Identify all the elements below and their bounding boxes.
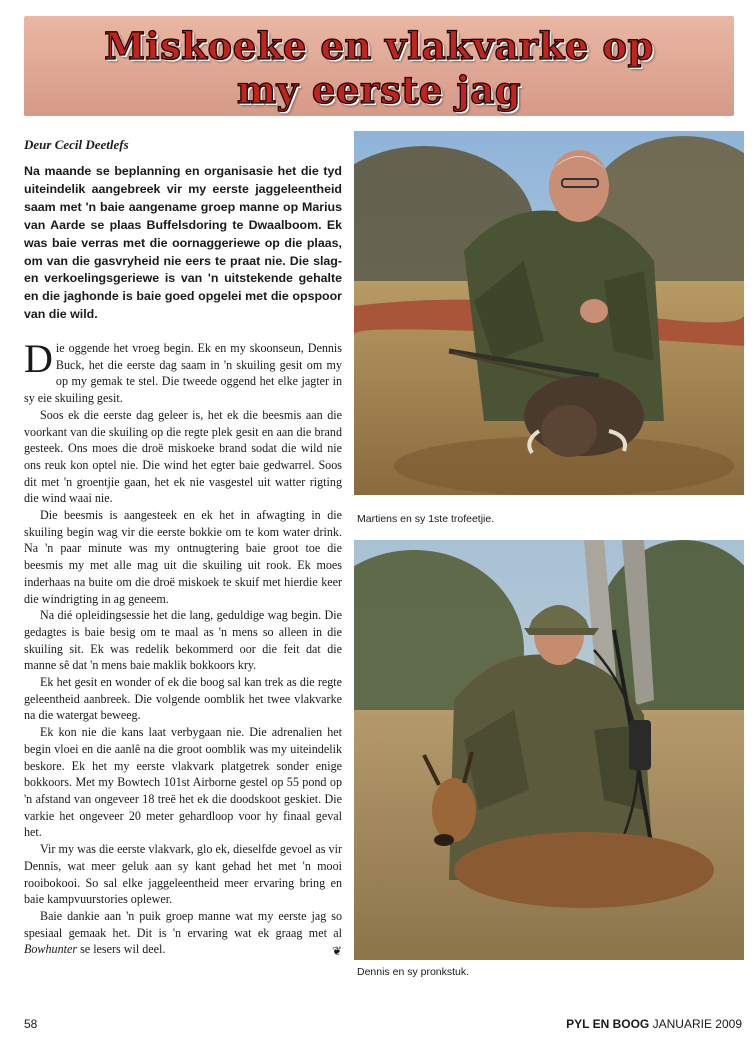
magazine-name: PYL EN BOOG [566, 1017, 650, 1031]
article-body [24, 336, 342, 960]
byline: Deur Cecil Deetlefs [24, 137, 129, 152]
intro-paragraph: Na maande se beplanning en organisasie het die tyd uiteindelik aangebreek vir my eerste jaggeleentheid saam met 'n baie aangename groep manne op Marius van Aarde se plaas Buffelsdoring te Dwaalboom. Ek was baie verras met die oornaggeriewe op die plaas, om van die gasvryheid nie eers te praat nie. Die slag- en verkoelingsgeriewe is van 'n uitstekende gehalte en die jaghonde is baie goed opgelei met die opspoor van die wild. [24, 164, 342, 322]
page-number: 58 [24, 1017, 38, 1031]
article-title-line-2: my eerste jag [236, 68, 522, 112]
first-paragraph-text: ie oggende het vroeg begin. Ek en my skoonseun, Dennis Buck, het die eerste dag saam in 'n skuiling gesit om my op my gemak te stel. Die tweede oggend het elke jagter in sy eie skuiling gesit. [24, 341, 342, 406]
last-paragraph [24, 908, 342, 958]
article-title-line-1: Miskoeke en vlakvarke op [104, 24, 654, 68]
body-paragraph: Na dié opleidingsessie het die lang, geduldige wag begin. Die gedagtes is baie besig om te maal as 'n mens so alleen in die skuiling sit. Ek was redelik bekommerd oor die feit dat die manne sê dat 'n mens baie maklik bokkoors kry. [24, 608, 342, 673]
issue-date: JANUARIE 2009 [652, 1017, 742, 1031]
body-paragraph: Vir my was die eerste vlakvark, glo ek, dieselfde gevoel as vir Dennis, wat meer geluk aan sy kant gehad het met 'n mooi rooibokooi. So sal elke jaggeleentheid meer ervaring bring en baie kampvuurstories oplewer. [24, 842, 342, 907]
title-banner [24, 16, 734, 116]
drop-cap: D [24, 336, 53, 381]
last-paragraph-end: se lesers wil deel. [77, 942, 166, 957]
body-paragraph: Ek kon nie die kans laat verbygaan nie. Die adrenalien het begin vloei en die aanlê na die groot oomblik was my uiteindelik beskore. Ek het my eerste vlakvark platgetrek sonder enige bokkoors. Met my Bowtech 101st Airborne gestel op 55 pond op 'n afstand van ongeveer 18 treë het ek die doodskoot geskiet. Die varkie het ongeveer 20 meter gehardloop voor hy finaal geval het. [24, 725, 342, 840]
photo-hunter-antelope [354, 540, 744, 960]
photo-1-caption: Martiens en sy 1ste trofeetjie. [357, 513, 495, 525]
last-paragraph-text: Baie dankie aan 'n puik groep manne wat my eerste jag so spesiaal gemaak het. Dit is 'n ervaring wat ek graag met al [24, 908, 342, 940]
magazine-name-italic: Bowhunter [24, 942, 78, 957]
first-paragraph [24, 336, 342, 407]
photo-2-caption: Dennis en sy pronkstuk. [357, 966, 470, 978]
end-mark-icon: ❦ [331, 944, 342, 959]
body-paragraph: Ek het gesit en wonder of ek die boog sal kan trek as die regte geleentheid aanbreek. Die volgende oomblik het twee vlakvarke na die watergat beweeg. [24, 675, 342, 723]
body-paragraph: Soos ek die eerste dag geleer is, het ek die beesmis aan die voorkant van die skuiling op die regte plek gesit en aan die brand gesteek. Ons moes die droë miskoeke brand sodat die wild nie ons reuk kon optel nie. Die wind het egter baie gedwarrel. Soos dit met 'n groentjie gaan, het ek nie vasgestel uit watter rigting die wind waai nie. [24, 407, 342, 506]
magazine-footer [566, 1017, 742, 1031]
photo-hunter-warthog [354, 131, 744, 495]
body-paragraph: Die beesmis is aangesteek en ek het in afwagting in die skuiling begin wag vir die eerste bokkie om te kom water drink. Na 'n paar minute was my ontnugtering baie groot toe die beesmis my met alle mag uit die skuiling uit rook. Ek moes inderhaas na buite om die droë miskoek te skuif met hierdie keer die windrigting in ag geneem. [24, 508, 342, 606]
